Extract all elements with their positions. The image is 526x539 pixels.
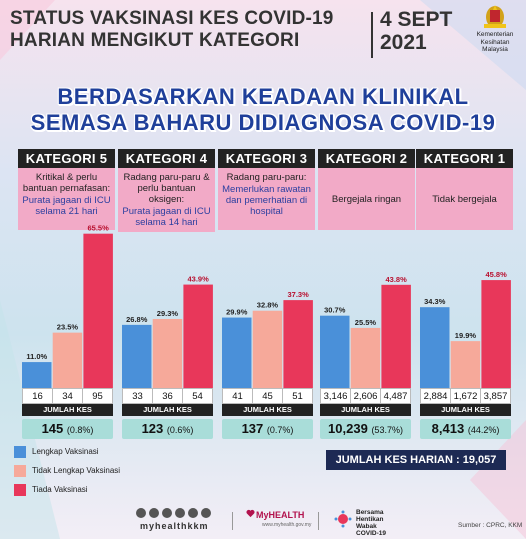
footer-divider <box>232 512 233 530</box>
total-value: 123 (0.6%) <box>122 419 213 439</box>
heart-icon <box>246 509 255 518</box>
total-label: JUMLAH KES <box>320 404 411 416</box>
bar-value-label: 25.5% <box>354 317 377 327</box>
group-table-4 <box>122 388 213 439</box>
category-desc-text: Tidak bergejala <box>432 193 497 205</box>
bar-value-label: 26.8% <box>126 314 148 324</box>
total-label: JUMLAH KES <box>122 404 213 416</box>
legend-label: Lengkap Vaksinasi <box>32 447 99 456</box>
banner-line-1: BERDASARKAN KEADAAN KLINIKAL <box>57 84 469 109</box>
footer-divider <box>318 512 319 530</box>
bar-value-label: 30.7% <box>324 305 346 315</box>
myhealth-logo: MyHEALTH <box>256 510 305 520</box>
legend-item <box>14 482 174 497</box>
category-card-5 <box>18 149 115 230</box>
count-cell: 2,606 <box>351 389 381 403</box>
chart-legend <box>14 444 174 502</box>
count-cell: 51 <box>292 391 303 402</box>
category-label: KATEGORI 5 <box>18 149 115 168</box>
group-table-3 <box>222 388 313 439</box>
total-label: JUMLAH KES <box>22 404 113 416</box>
count-row <box>420 388 511 404</box>
total-label: JUMLAH KES <box>222 404 313 416</box>
count-cell: 41 <box>223 389 253 403</box>
category-desc-text: Bergejala ringan <box>331 193 402 205</box>
ministry-name: Kementerian Kesihatan Malaysia <box>476 31 514 53</box>
category-label: KATEGORI 1 <box>416 149 513 168</box>
bar-value-label: 43.8% <box>385 274 407 284</box>
count-cell: 54 <box>192 391 203 402</box>
count-cell: 45 <box>253 389 283 403</box>
daily-total-badge: JUMLAH KES HARIAN : 19,057 <box>326 450 506 470</box>
category-label: KATEGORI 4 <box>118 149 215 168</box>
category-desc <box>18 168 115 230</box>
category-desc-text: Radang paru-paru: <box>226 172 307 183</box>
social-icons <box>136 508 211 518</box>
total-value: 8,413 (44.2%) <box>420 419 511 439</box>
group-table-5 <box>22 388 113 439</box>
legend-label: Tidak Lengkap Vaksinasi <box>32 466 121 475</box>
count-row <box>122 388 213 404</box>
bar-value-label: 32.8% <box>256 300 279 310</box>
bar-value-label: 37.3% <box>287 290 309 300</box>
count-row <box>320 388 411 404</box>
group-table-1 <box>420 388 511 439</box>
virus-icon <box>334 510 352 528</box>
telegram-icon[interactable] <box>201 508 211 518</box>
count-cell: 95 <box>92 391 103 402</box>
bar-value-label: 29.9% <box>226 307 248 317</box>
category-card-1 <box>416 149 513 230</box>
bar-value-label: 11.0% <box>26 352 48 362</box>
bar-value-label: 45.8% <box>485 270 507 280</box>
bar-value-label: 65.5% <box>87 223 109 233</box>
count-cell: 3,857 <box>483 391 508 402</box>
legend-swatch <box>14 446 26 458</box>
category-note: Memerlukan rawatan dan pemerhatian di hospital <box>222 184 311 217</box>
total-value: 137 (0.7%) <box>222 419 313 439</box>
youtube-icon[interactable] <box>149 508 159 518</box>
legend-label: Tiada Vaksinasi <box>32 485 88 494</box>
footer <box>0 504 526 539</box>
category-desc <box>318 168 415 230</box>
legend-swatch <box>14 465 26 477</box>
bar-value-label: 23.5% <box>56 322 79 332</box>
count-row <box>22 388 113 404</box>
report-date <box>380 8 460 54</box>
bar-value-label: 43.9% <box>187 274 209 284</box>
category-card-4 <box>118 149 215 232</box>
instagram-icon[interactable] <box>175 508 185 518</box>
myhealth-url: www.myhealth.gov.my <box>262 522 312 528</box>
category-note: Purata jagaan di ICU selama 14 hari <box>122 206 211 228</box>
count-cell: 16 <box>23 389 53 403</box>
count-cell: 34 <box>53 389 83 403</box>
bar-value-label: 29.3% <box>156 308 179 318</box>
bar-value-label: 34.3% <box>424 297 446 307</box>
category-label: KATEGORI 3 <box>218 149 315 168</box>
legend-swatch <box>14 484 26 496</box>
count-cell: 4,487 <box>383 391 408 402</box>
banner-line-2: SEMASA BAHARU DIDIAGNOSA COVID-19 <box>30 110 496 135</box>
total-value: 10,239 (53.7%) <box>320 419 411 439</box>
legend-item <box>14 444 174 459</box>
category-desc <box>218 168 315 230</box>
count-cell: 3,146 <box>321 389 351 403</box>
category-desc-text: Radang paru-paru & perlu bantuan oksigen: <box>123 172 210 205</box>
legend-item <box>14 463 174 478</box>
total-label: JUMLAH KES <box>420 404 511 416</box>
count-cell: 2,884 <box>421 389 451 403</box>
facebook-icon[interactable] <box>136 508 146 518</box>
header-divider <box>371 12 373 58</box>
category-desc <box>118 168 215 232</box>
bar-value-label: 19.9% <box>454 331 477 341</box>
category-card-2 <box>318 149 415 230</box>
page-title <box>10 8 360 52</box>
category-card-3 <box>218 149 315 230</box>
date-line-1: 4 SEPT <box>380 8 453 31</box>
category-label: KATEGORI 2 <box>318 149 415 168</box>
category-desc-text: Kritikal & perlu bantuan pernafasan: <box>22 172 111 194</box>
social-handle: myhealthkkm <box>140 521 209 531</box>
campaign-logo: Bersama Hentikan Wabak COVID-19 <box>356 509 386 537</box>
count-cell: 33 <box>123 389 153 403</box>
title-line-2: HARIAN MENGIKUT KATEGORI <box>10 30 300 51</box>
category-note: Purata jagaan di ICU selama 21 hari <box>22 195 111 217</box>
group-table-2 <box>320 388 411 439</box>
count-row <box>222 388 313 404</box>
count-cell: 36 <box>153 389 183 403</box>
total-value: 145 (0.8%) <box>22 419 113 439</box>
title-line-1: STATUS VAKSINASI KES COVID-19 <box>10 8 334 29</box>
count-cell: 1,672 <box>451 389 481 403</box>
source-note: Sumber : CPRC, KKM <box>458 522 523 529</box>
ministry-logo <box>466 4 524 54</box>
crest-icon <box>481 4 509 30</box>
date-line-2: 2021 <box>380 31 427 54</box>
tiktok-icon[interactable] <box>188 508 198 518</box>
twitter-icon[interactable] <box>162 508 172 518</box>
category-desc <box>416 168 513 230</box>
